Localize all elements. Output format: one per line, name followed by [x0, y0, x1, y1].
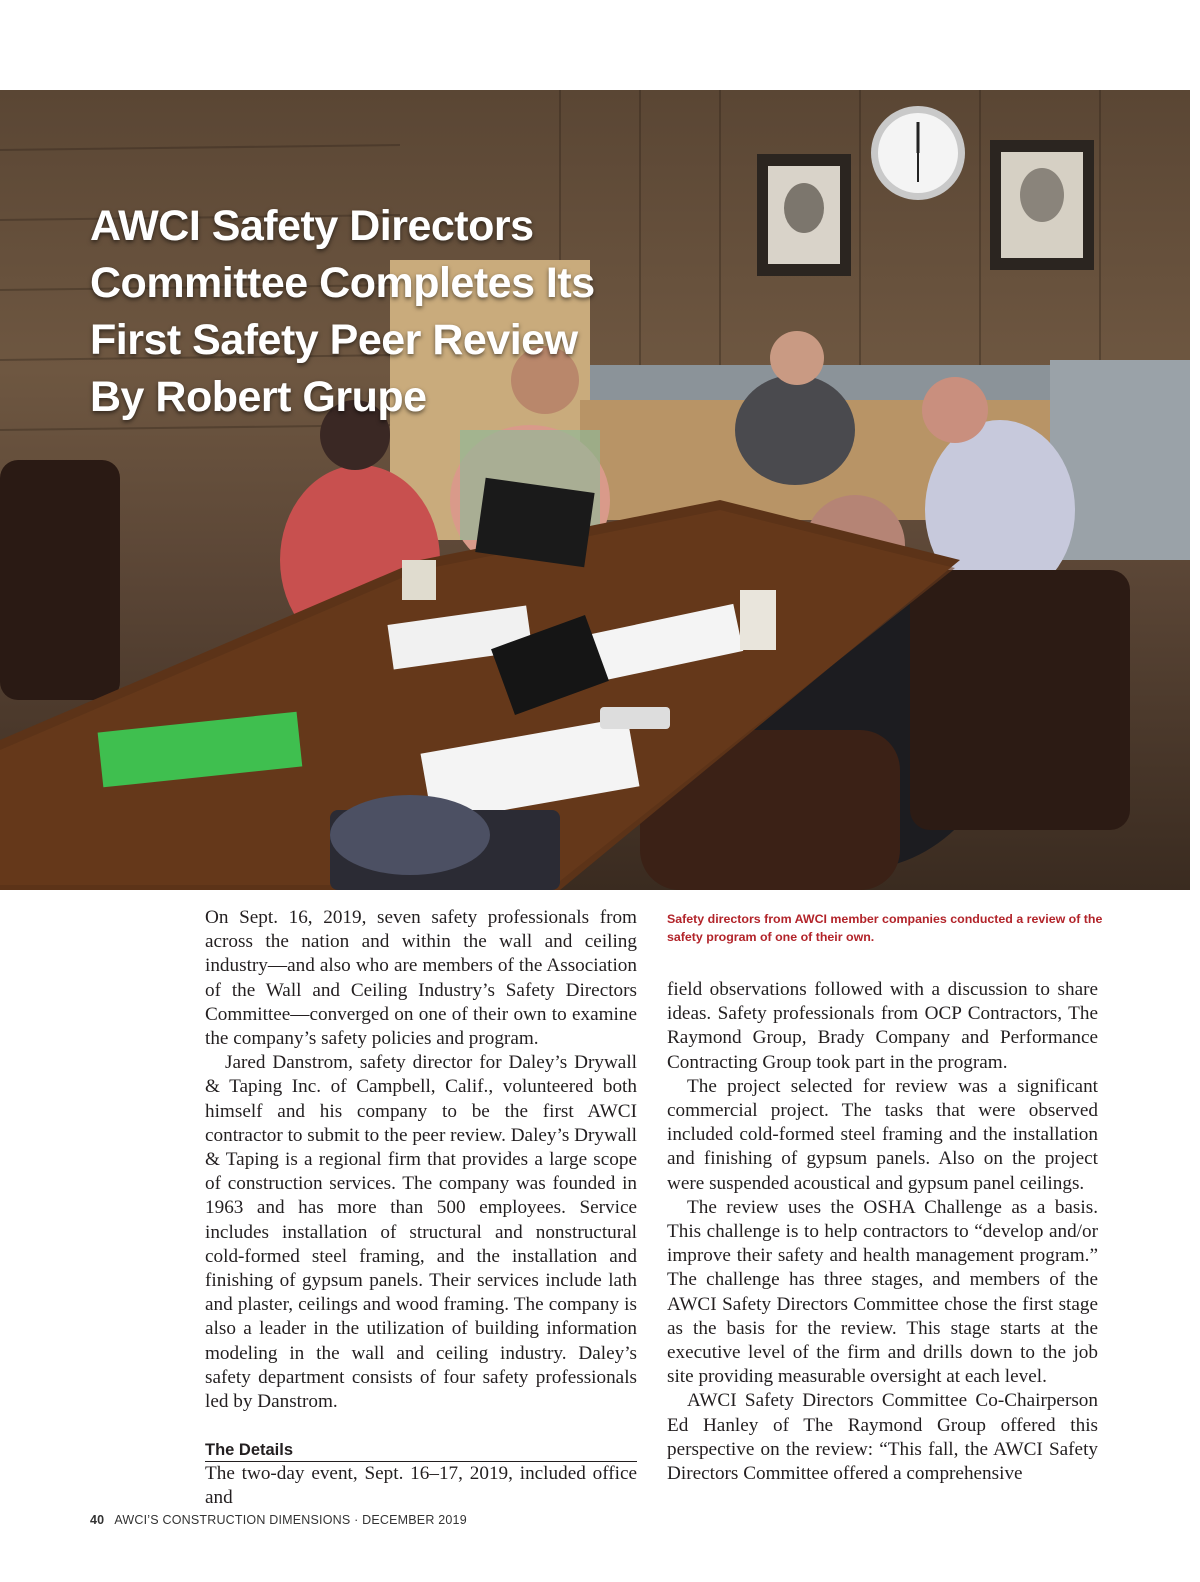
- page-footer: [90, 1513, 467, 1527]
- paragraph: On Sept. 16, 2019, seven safety professionals from across the nation and within the wall and ceiling industry—and also who are members of the Association of the Wall and Ceiling Industry’s Safety Directors Committee—converged on one of their own to examine the company’s safety policies and program.: [205, 907, 637, 1050]
- article-title: [90, 198, 710, 426]
- paragraph: The two-day event, Sept. 16–17, 2019, included office and: [205, 1463, 637, 1509]
- page-number: 40: [90, 1513, 105, 1527]
- title-line: Committee Completes Its: [90, 259, 595, 307]
- title-line: By Robert Grupe: [90, 373, 427, 421]
- paragraph: field observations followed with a discussion to share ideas. Safety professionals from OCP Contractors, The Raymond Group, Brady Company and Performance Contracting Group took part in the program.: [667, 979, 1098, 1073]
- section-heading: The Details: [205, 1440, 637, 1462]
- left-column: [205, 906, 637, 1511]
- right-column: [667, 978, 1098, 1486]
- title-line: AWCI Safety Directors: [90, 202, 534, 250]
- photo-caption: Safety directors from AWCI member companies conducted a review of the safety program of one of their own.: [667, 912, 1103, 944]
- paragraph: AWCI Safety Directors Committee Co-Chairperson Ed Hanley of The Raymond Group offered this perspective on the review: “This fall, the AWCI Safety Directors Committee offered a comprehensive: [667, 1390, 1098, 1485]
- title-line: First Safety Peer Review: [90, 316, 578, 364]
- paragraph: The project selected for review was a significant commercial project. The tasks that were observed included cold-formed steel framing and the installation and finishing of gypsum panels. Also on the project were suspended acoustical and gypsum panel ceilings.: [667, 1075, 1098, 1194]
- hero-photo: [0, 90, 1190, 890]
- paragraph: The review uses the OSHA Challenge as a basis. This challenge is to help contractors to “develop and/or improve their safety and health management program.” The challenge has three stages, and members of the AWCI Safety Directors Committee chose the first stage as the basis for the review. This stage starts at the executive level of the firm and drills down to the job site providing measurable oversight at each level.: [667, 1196, 1098, 1388]
- publication-name: AWCI’S CONSTRUCTION DIMENSIONS · DECEMBER 2019: [114, 1513, 467, 1527]
- paragraph: Jared Danstrom, safety director for Daley’s Drywall & Taping Inc. of Campbell, Calif., volunteered both himself and his company to be the first AWCI contractor to submit to the peer review. Daley’s Drywall & Taping is a regional firm that provides a large scope of construction services. The company was founded in 1963 and has more than 500 employees. Service includes installation of structural and nonstructural cold-formed steel framing, and the installation and finishing of gypsum panels. Their services include lath and plaster, ceilings and wood framing. The company is also a leader in the utilization of building information modeling in the wall and ceiling industry. Daley’s safety department consists of four safety professionals led by Danstrom.: [205, 1052, 637, 1413]
